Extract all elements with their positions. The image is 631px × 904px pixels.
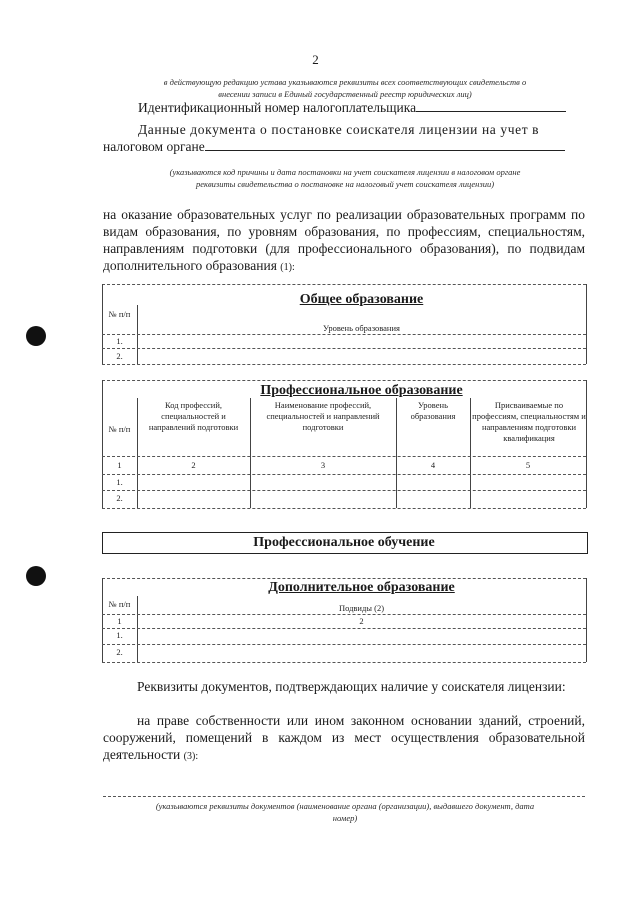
taxpayer-id-label: Идентификационный номер налогоплательщика [138, 99, 566, 116]
additional-col-num: № п/п [108, 599, 131, 609]
table-rule [102, 644, 586, 645]
registration-line-1: Данные документа о постановке соискателя лицензии на учет в [138, 122, 540, 137]
page-number: 2 [312, 52, 319, 67]
table-row-num: 1. [116, 630, 123, 640]
additional-col-sub: Подвиды (2) [338, 603, 385, 613]
table-rule [586, 578, 587, 662]
note-top-line-1: в действующую редакцию устава указываются реквизиты всех соответствующих свидетельств о [163, 77, 527, 87]
table-rule [102, 364, 586, 365]
professional-col-level: Уровень образования [410, 400, 456, 421]
general-education-title: Общее образование [299, 292, 424, 307]
table-rule [102, 614, 586, 615]
table-row-num: 2. [116, 351, 123, 361]
column-number: 1 [117, 616, 122, 626]
requisites-intro: Реквизиты документов, подтверждающих наличие у соискателя лицензии: [137, 679, 566, 694]
column-number: 4 [430, 460, 436, 470]
table-row-num: 1. [116, 477, 123, 487]
table-rule [586, 284, 587, 364]
note-registration-1: (указываются код причины и дата постановки на учет соискателя лицензии в налоговом органе [169, 167, 521, 177]
vocational-training-title: Профессиональное обучение [253, 535, 435, 550]
registration-field[interactable] [205, 138, 565, 151]
professional-col-num: № п/п [108, 424, 131, 434]
table-row-num: 2. [116, 647, 123, 657]
professional-col-code: Код профессий, специальностей и направлений подготовки [148, 400, 239, 432]
table-rule [102, 628, 586, 629]
punch-hole-mark [26, 326, 46, 346]
additional-education-title: Дополнительное образование [268, 580, 455, 595]
note-bottom-2: номер) [332, 813, 358, 823]
column-number: 1 [117, 460, 122, 470]
table-rule [396, 398, 397, 508]
note-top-line-2: внесении записи в Единый государственный реестр юридических лиц) [218, 89, 472, 99]
table-rule [102, 662, 586, 663]
table-row-num: 1. [116, 336, 123, 346]
table-rule [102, 380, 103, 508]
requisites-premises: на праве собственности или ином законном основании зданий, строений, сооружений, помещений в каждом из мест осуществления образовательной деятельности (3): [103, 713, 585, 762]
fill-line[interactable] [103, 796, 585, 797]
professional-col-qual: Присваиваемые по профессиям, специальностям и направлениям подготовки квалификация [472, 400, 586, 443]
paragraph-services: на оказание образовательных услуг по реализации образовательных программ по видам образования, по уровням образования, по профессиям, специальностям, направлениям подготовки (для профессионального образования), по подвидам дополнительного образования (1): [103, 207, 585, 273]
column-number: 3 [320, 460, 326, 470]
table-rule [250, 398, 251, 508]
column-number: 2 [191, 460, 196, 470]
note-registration-2: реквизиты свидетельства о постановке на налоговый учет соискателя лицензии) [195, 179, 495, 189]
taxpayer-id-field[interactable] [416, 99, 566, 112]
table-row-num: 2. [116, 493, 123, 503]
punch-hole-mark [26, 566, 46, 586]
table-rule [102, 284, 586, 285]
table-rule [102, 334, 586, 335]
table-rule [586, 380, 587, 508]
column-number: 2 [359, 616, 364, 626]
table-rule [137, 398, 138, 508]
general-col-level: Уровень образования [323, 323, 400, 333]
registration-line-2: налоговом органе [103, 138, 565, 155]
table-rule [102, 380, 586, 381]
professional-col-name: Наименование профессий, специальностей и направлений подготовки [266, 400, 380, 432]
table-rule [102, 474, 586, 475]
table-rule [102, 508, 586, 509]
table-rule [102, 578, 586, 579]
table-rule [102, 490, 586, 491]
table-rule [102, 456, 586, 457]
table-rule [470, 398, 471, 508]
general-col-num: № п/п [108, 309, 131, 319]
column-number: 5 [525, 460, 531, 470]
note-bottom-1: (указываются реквизиты документов (наименование органа (организации), выдавшего документ, дата [155, 801, 535, 811]
professional-education-title: Профессиональное образование [260, 383, 463, 398]
table-rule [102, 348, 586, 349]
